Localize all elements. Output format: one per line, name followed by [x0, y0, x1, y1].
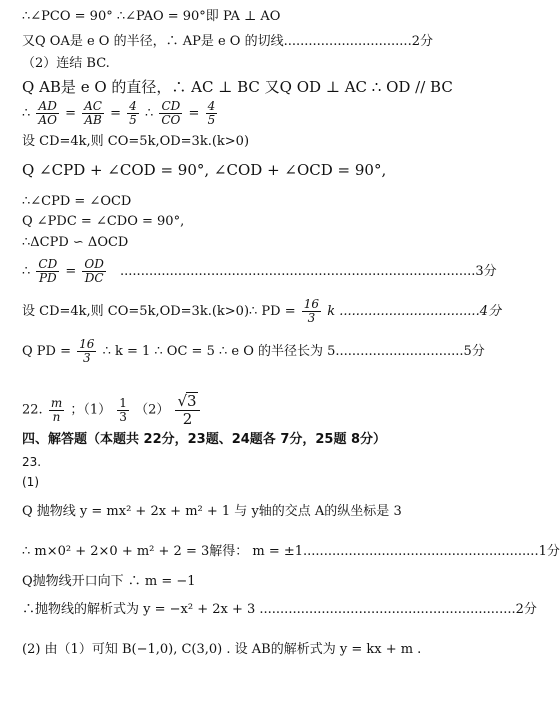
- equals-sign: =: [65, 264, 77, 279]
- fraction-numerator: AC: [84, 99, 102, 113]
- fraction-numerator: AD: [36, 100, 59, 114]
- fraction-denominator: 3: [82, 351, 91, 365]
- fraction-denominator: 3: [119, 409, 127, 424]
- equals-sign: =: [188, 106, 200, 121]
- line-radius-text: ∴ k = 1 ∴ OC = 5 ∴ e O 的半径长为 5...............................5分: [102, 344, 485, 359]
- fraction-denominator: DC: [84, 271, 104, 285]
- score-dots-4: k ..................................4分: [327, 304, 501, 319]
- fraction-numerator: 16: [303, 297, 320, 311]
- line-set-cd: 设 CD=4k,则 CO=5k,OD=3k.(k>0): [22, 134, 250, 149]
- line-pd-prefix: Q PD =: [22, 344, 71, 359]
- q22-part1-label: ；（1）: [70, 402, 112, 418]
- fraction-cd-pd: [36, 258, 59, 285]
- sqrt-radicand: 3: [187, 392, 197, 410]
- fraction-numerator: m: [50, 395, 63, 410]
- equals-sign: =: [110, 106, 122, 121]
- fraction-denominator: 5: [207, 113, 216, 127]
- fraction-denominator: n: [52, 409, 61, 424]
- fraction-numerator: CD: [38, 257, 58, 271]
- q22-part2-label: （2）: [135, 402, 170, 418]
- line-ratio: [22, 100, 219, 127]
- line-angle-sum: Q ∠CPD + ∠COD = 90°, ∠COD + ∠OCD = 90°,: [22, 161, 387, 179]
- score-dots-3: ......................................................................................3分: [120, 264, 497, 279]
- line-parabola-result: ∴抛物线的解析式为 y = −x² + 2x + 3 ..............................................................2分: [22, 602, 537, 617]
- fraction-numerator: 16: [79, 337, 95, 351]
- fraction-numerator: OD: [84, 257, 104, 271]
- fraction-denominator: CO: [161, 113, 181, 127]
- line-parabola-given: Q 抛物线 y = mx² + 2x + m² + 1 与 y轴的交点 A的纵坐标是 3: [22, 504, 402, 519]
- fraction-16-3: [302, 298, 321, 325]
- fraction-4-5: [127, 100, 139, 127]
- fraction-cd-co: [159, 100, 182, 127]
- question-23-part: (1): [22, 475, 39, 489]
- equals-sign: =: [65, 106, 76, 121]
- line-diameter: Q AB是 e O 的直径，∴ AC ⊥ BC 又Q OD ⊥ AC ∴ OD // BC: [22, 78, 453, 96]
- fraction-numerator: 4: [129, 99, 137, 113]
- fraction-numerator: √3: [175, 392, 199, 411]
- line-similar: ∴ΔCPD ∽ ΔOCD: [22, 235, 129, 250]
- line-solve-m: ∴ m×0² + 2×0 + m² + 2 = 3解得： m = ±1.........................................................1分: [22, 544, 560, 559]
- section-title: 四、解答题（本题共 22分，23题、24题各 7分，25题 8分）: [22, 432, 387, 447]
- fraction-sqrt3-2: [175, 392, 199, 428]
- line-right-angles: Q ∠PDC = ∠CDO = 90°,: [22, 214, 185, 229]
- line-connect-bc: （2）连结 BC.: [22, 56, 110, 71]
- fraction-m-n: [49, 397, 64, 424]
- therefore-symbol: ∴: [22, 264, 31, 279]
- fraction-numerator: 1: [119, 395, 127, 410]
- line-radius: [22, 338, 485, 365]
- line-tangent-proof: 又Q OA是 e O 的半径，∴ AP是 e O 的切线...............................2分: [22, 34, 433, 49]
- line-opens-down: Q抛物线开口向下 ∴ m = −1: [22, 574, 196, 589]
- fraction-denominator: AB: [84, 113, 102, 127]
- line-pd-value: [22, 298, 501, 325]
- question-23-number: 23.: [22, 455, 42, 469]
- fraction-denominator: 3: [307, 311, 316, 325]
- fraction-numerator: CD: [159, 100, 182, 114]
- fraction-denominator: AO: [38, 113, 57, 127]
- fraction-16-3-b: [77, 338, 96, 365]
- line-part2: (2) 由（1）可知 B(−1,0), C(3,0) . 设 AB的解析式为 y = kx + m .: [22, 642, 422, 657]
- fraction-numerator: 4: [207, 99, 216, 113]
- line-angle-equal: ∴∠CPD = ∠OCD: [22, 194, 132, 209]
- fraction-ac-ab: [82, 100, 104, 127]
- line-proportion: [22, 258, 497, 285]
- fraction-4-5-b: [206, 100, 218, 127]
- question-number: 22.: [22, 402, 43, 418]
- fraction-denominator: PD: [38, 271, 57, 285]
- fraction-denominator: 2: [182, 410, 193, 428]
- fraction-ad-ao: [36, 100, 59, 127]
- line-angle-pco: ∴∠PCO = 90° ∴∠PAO = 90°即 PA ⊥ AO: [22, 9, 281, 24]
- therefore-symbol: ∴: [144, 106, 154, 121]
- line-pd-text: 设 CD=4k,则 CO=5k,OD=3k.(k>0)∴ PD =: [22, 304, 296, 319]
- therefore-symbol: ∴: [22, 106, 31, 121]
- fraction-1-3: [117, 397, 129, 424]
- fraction-od-dc: [82, 258, 105, 285]
- line-q22: [22, 392, 202, 428]
- fraction-denominator: 5: [129, 113, 137, 127]
